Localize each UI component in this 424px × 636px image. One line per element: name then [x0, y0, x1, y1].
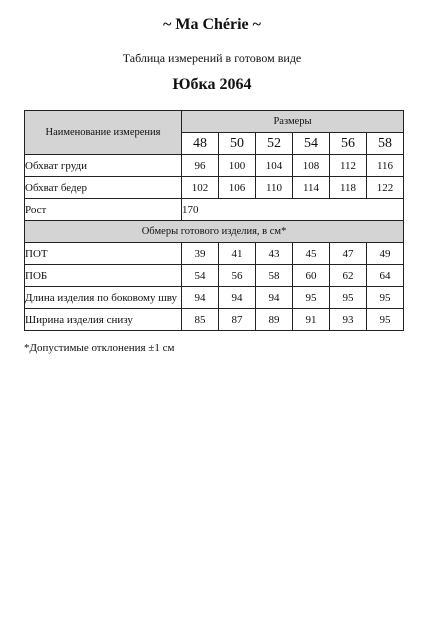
table-cell: 122	[367, 177, 404, 199]
row-label: Ширина изделия снизу	[25, 309, 182, 331]
row-label: Обхват бедер	[25, 177, 182, 199]
table-cell: 89	[256, 309, 293, 331]
table-cell: 108	[293, 155, 330, 177]
table-cell: 54	[182, 265, 219, 287]
table-cell: 39	[182, 243, 219, 265]
table-cell: 94	[256, 287, 293, 309]
row-label: Рост	[25, 199, 182, 221]
table-cell: 95	[367, 309, 404, 331]
table-row	[25, 199, 404, 221]
table-row	[25, 265, 404, 287]
table-cell: 58	[256, 265, 293, 287]
table-cell: 95	[367, 287, 404, 309]
table-cell: 41	[219, 243, 256, 265]
table-cell: 112	[330, 155, 367, 177]
table-cell: 116	[367, 155, 404, 177]
table-cell: 85	[182, 309, 219, 331]
measurement-table	[24, 110, 404, 331]
table-cell: 87	[219, 309, 256, 331]
table-cell: 95	[293, 287, 330, 309]
table-cell: 60	[293, 265, 330, 287]
table-cell: 93	[330, 309, 367, 331]
row-label: Обхват груди	[25, 155, 182, 177]
row-label: ПОБ	[25, 265, 182, 287]
document-subtitle: Таблица измерений в готовом виде	[122, 51, 302, 65]
size-header: 48	[182, 133, 219, 155]
table-cell: 94	[219, 287, 256, 309]
size-header: 54	[293, 133, 330, 155]
table-row	[25, 243, 404, 265]
size-header: 56	[330, 133, 367, 155]
garment-section-header: Обмеры готового изделия, в см*	[25, 221, 404, 243]
table-cell: 100	[219, 155, 256, 177]
row-label: Длина изделия по боковому шву	[25, 287, 182, 309]
size-header: 58	[367, 133, 404, 155]
table-cell: 106	[219, 177, 256, 199]
table-cell: 118	[330, 177, 367, 199]
table-cell: 43	[256, 243, 293, 265]
table-row	[25, 155, 404, 177]
sizes-header: Размеры	[182, 111, 404, 133]
table-cell: 94	[182, 287, 219, 309]
measurement-name-header: Наименование измерения	[25, 111, 182, 155]
height-value: 170	[182, 199, 404, 221]
table-cell: 95	[330, 287, 367, 309]
size-header: 52	[256, 133, 293, 155]
table-cell: 96	[182, 155, 219, 177]
table-row	[25, 309, 404, 331]
size-header: 50	[219, 133, 256, 155]
table-cell: 102	[182, 177, 219, 199]
table-cell: 114	[293, 177, 330, 199]
table-cell: 49	[367, 243, 404, 265]
table-cell: 104	[256, 155, 293, 177]
table-cell: 91	[293, 309, 330, 331]
product-title: Юбка 2064	[172, 76, 252, 93]
tolerance-footnote: *Допустимые отклонения ±1 см	[24, 342, 175, 354]
brand-title: ~ Ma Chérie ~	[163, 16, 261, 33]
table-cell: 110	[256, 177, 293, 199]
table-cell: 45	[293, 243, 330, 265]
table-row	[25, 177, 404, 199]
table-row	[25, 287, 404, 309]
row-label: ПОТ	[25, 243, 182, 265]
table-cell: 47	[330, 243, 367, 265]
table-cell: 56	[219, 265, 256, 287]
table-cell: 64	[367, 265, 404, 287]
table-cell: 62	[330, 265, 367, 287]
